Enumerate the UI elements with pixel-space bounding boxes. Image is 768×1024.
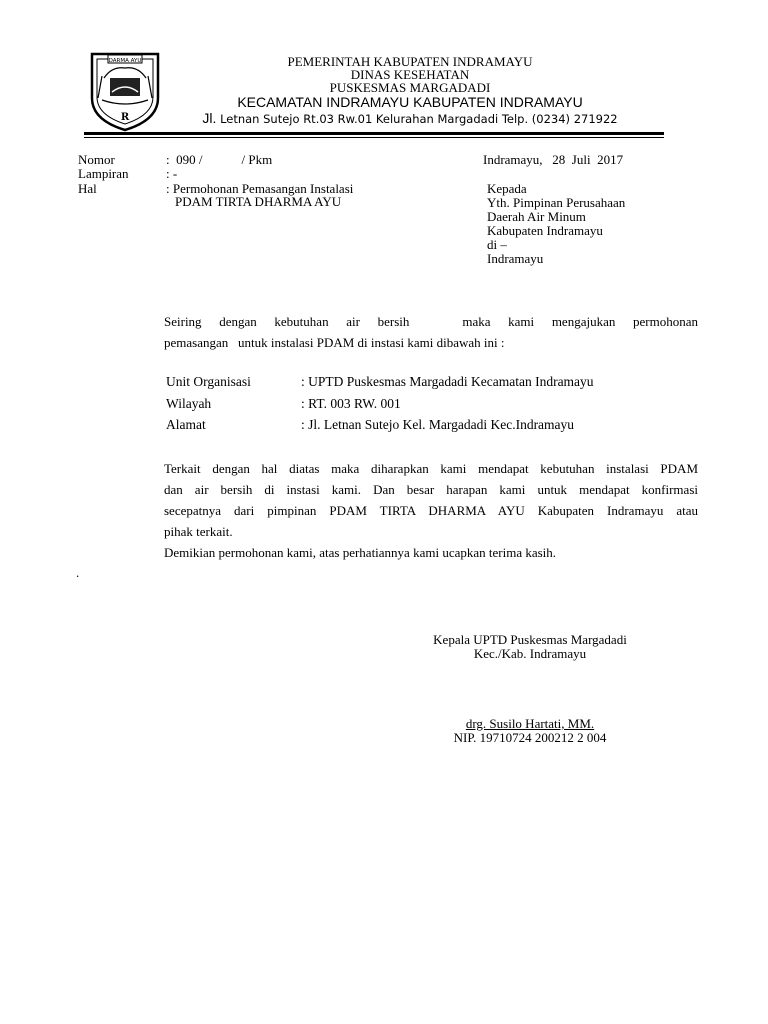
detail-value-unit: : UPTD Puskesmas Margadadi Kecamatan Indramayu <box>301 374 594 389</box>
detail-value-wilayah: : RT. 003 RW. 001 <box>301 396 401 411</box>
address-detail: Letnan Sutejo Rt.03 Rw.01 Kelurahan Margadadi Telp. (0234) 271922 <box>220 112 618 126</box>
signature-title2: Kec./Kab. Indramayu <box>473 646 587 661</box>
nomor-label: Nomor <box>78 152 115 167</box>
letterhead-district: KECAMATAN INDRAMAYU KABUPATEN INDRAMAYU <box>237 94 583 110</box>
paragraph2-line4: pihak terkait. <box>164 524 233 539</box>
paragraph1-line1: Seiring dengan kebutuhan air bersih maka kami mengajukan permohonan <box>164 314 698 329</box>
detail-label-unit: Unit Organisasi <box>166 374 251 389</box>
regency-emblem-logo <box>88 48 162 132</box>
closing-sentence: Demikian permohonan kami, atas perhatiannya kami ucapkan terima kasih. <box>164 545 557 560</box>
signature-nip: NIP. 19710724 200212 2 004 <box>453 730 607 745</box>
letterhead-address <box>170 110 650 126</box>
lampiran-value: : - <box>166 166 178 181</box>
stray-dot: . <box>76 565 80 580</box>
recipient-line4: Kabupaten Indramayu <box>487 223 603 238</box>
signature-title1: Kepala UPTD Puskesmas Margadadi <box>433 632 627 647</box>
hal-value-line2: PDAM TIRTA DHARMA AYU <box>175 194 342 209</box>
detail-value-alamat: : Jl. Letnan Sutejo Kel. Margadadi Kec.Indramayu <box>301 417 575 432</box>
logo-letter: R <box>120 112 130 123</box>
hal-label: Hal <box>78 181 97 196</box>
recipient-line2: Yth. Pimpinan Perusahaan <box>487 195 626 210</box>
recipient-line6: Indramayu <box>487 251 544 266</box>
letterhead-thick-rule <box>84 132 664 135</box>
letter-date: Indramayu, 28 Juli 2017 <box>483 152 624 167</box>
detail-label-wilayah: Wilayah <box>166 396 212 411</box>
recipient-line5: di – <box>487 237 507 252</box>
letterhead-department: DINAS KESEHATAN <box>350 67 470 82</box>
nomor-value: : 090 / / Pkm <box>166 152 273 167</box>
paragraph2-line2: dan air bersih di instasi kami. Dan besar harapan kami untuk mendapat konfirmasi <box>164 482 698 497</box>
letterhead-thin-rule <box>84 137 664 138</box>
recipient-line3: Daerah Air Minum <box>487 209 586 224</box>
signer-name: drg. Susilo Hartati, MM. <box>465 716 595 731</box>
paragraph2-line1: Terkait dengan hal diatas maka diharapkan kami mendapat kebutuhan instalasi PDAM <box>164 461 698 476</box>
hal-value-line1: : Permohonan Pemasangan Instalasi <box>166 181 354 196</box>
lampiran-label: Lampiran <box>78 166 129 181</box>
shield-emblem-icon <box>88 48 162 132</box>
address-prefix: Jl. <box>202 110 217 126</box>
paragraph2-line3: secepatnya dari pimpinan PDAM TIRTA DHARMA AYU Kabupaten Indramayu atau <box>164 503 698 518</box>
recipient-kepada: Kepada <box>487 181 527 196</box>
detail-label-alamat: Alamat <box>166 417 206 432</box>
logo-banner-text: DARMA AYU <box>108 58 142 64</box>
paragraph1-line2: pemasangan untuk instalasi PDAM di instasi kami dibawah ini : <box>164 335 505 350</box>
letterhead-government: PEMERINTAH KABUPATEN INDRAMAYU <box>287 54 533 69</box>
letterhead-puskesmas: PUSKESMAS MARGADADI <box>329 80 491 95</box>
